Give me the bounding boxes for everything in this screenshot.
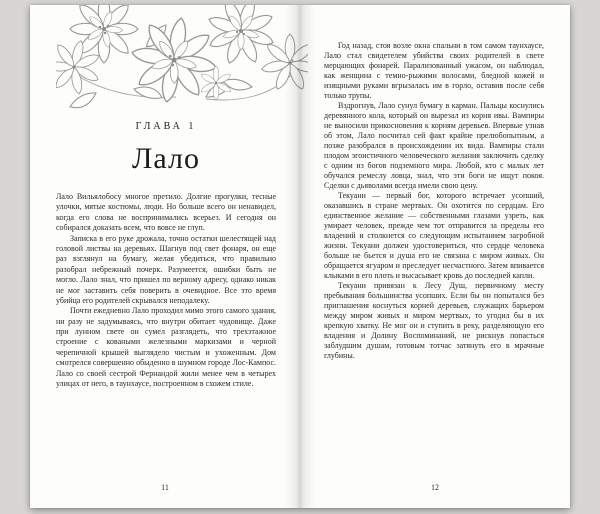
floral-illustration <box>56 5 308 117</box>
page-number-left: 11 <box>161 483 169 492</box>
left-page <box>30 5 300 508</box>
right-page-body <box>324 41 544 361</box>
right-page <box>300 5 570 508</box>
chapter-title: Лало <box>132 142 200 175</box>
paragraph: Вздрогнув, Лало сунул бумагу в карман. Пальцы коснулись деревянного кола, который он вырезал из корня ивы. Вампиры не выносили прикосновения к корням деревьев. Впервые узнав об этом, Лало посчитал сей факт крайне прелюбопытным, а позже разобрался в происхождении их вида. Вампиры стали плодом эгоистичного человеческого желания заключить сделку с одним из богов подземного мира. Любой, кто с малых лет обучался ремеслу ловца, знал, что эти боги не ищут покоя. Сделки с дьяволами всегда имели свою цену. <box>324 101 544 190</box>
book-spread <box>30 5 570 508</box>
left-page-body <box>56 192 276 389</box>
paragraph: Год назад, стоя возле окна спальни в том самом таунхаусе, Лало стал свидетелем убийства своих родителей в свете мерцающих фонарей. Парализованный ужасом, он наблюдал, как женщина с темно-рыжими волосами, бледной кожей и изящными руками вгрызалась им в горло, оставив после себя только трупы. <box>324 41 544 100</box>
chapter-label: ГЛАВА 1 <box>135 121 197 132</box>
paragraph: Записка в его руке дрожала, точно остатки шелестящей над головой листвы на деревьях. Шагнув под свет фонаря, он еще раз взглянул на бумагу, желая убедиться, что правильно разобрал небрежный почерк. Разумеется, ошибки быть не могло. Лало знал, что пришел по верному адресу, однако никак не мог заставить себя поверить в очевидное. Все это время убийца его родителей скрывался неподалеку. <box>56 233 276 305</box>
paragraph: Лало Вильялобосу многое претило. Долгие прогулки, тесные улочки, мятые костюмы, люди. Но больше всего он ненавидел, когда его слова не воспринимались всерьез. И сегодня он собирался доказать всем, что вовсе не глуп. <box>56 192 276 233</box>
paragraph: Текуани привязан к Лесу Душ, первичному месту пребывания большинства усопших. Если бы он попытался без приглашения коснуться корней деревьев, служащих барьером между миром живых и миром мертвых, то угодил бы в их крепкую хватку. Не мог он и ступить в реку, разделяющую его владения и Долину Воспоминаний, не рискнув попасться заблудшим душам, готовым тотчас затянуть его в мрачные глубины. <box>324 281 544 360</box>
paragraph: Текуани — первый бог, которого встречает усопший, оказавшись в стране мертвых. Он охотится по сердцам. Его единственное желание — собственными глазами узреть, как умирает человек, прежде чем тот отправится за пределы его владений и столкнется со следующим испытанием загробной жизни. Текуани должен удостовериться, что сердце человека больше не бьется и душа его не связана с миром живых. Он обращается ягуаром и преследует несчастного. Затем впивается клыками в его плоть и высасывает кровь до последней капли. <box>324 191 544 280</box>
paragraph: Почти ежедневно Лало проходил мимо этого самого здания, ни разу не задумываясь, что внутри обитает чудовище. Даже при лунном свете он сумел разглядеть, что трехэтажное строение с коваными железными маркизами и черной черепичной крышей выглядело чистым и ухоженным. Дом смотрелся совершенно обыденно в шумном городе Лос-Кампос. Лало со своей сестрой Фернандой жили менее чем в четырех улицах от него, в таунхаусе, построенном в схожем стиле. <box>56 306 276 389</box>
page-number-right: 12 <box>431 483 439 492</box>
